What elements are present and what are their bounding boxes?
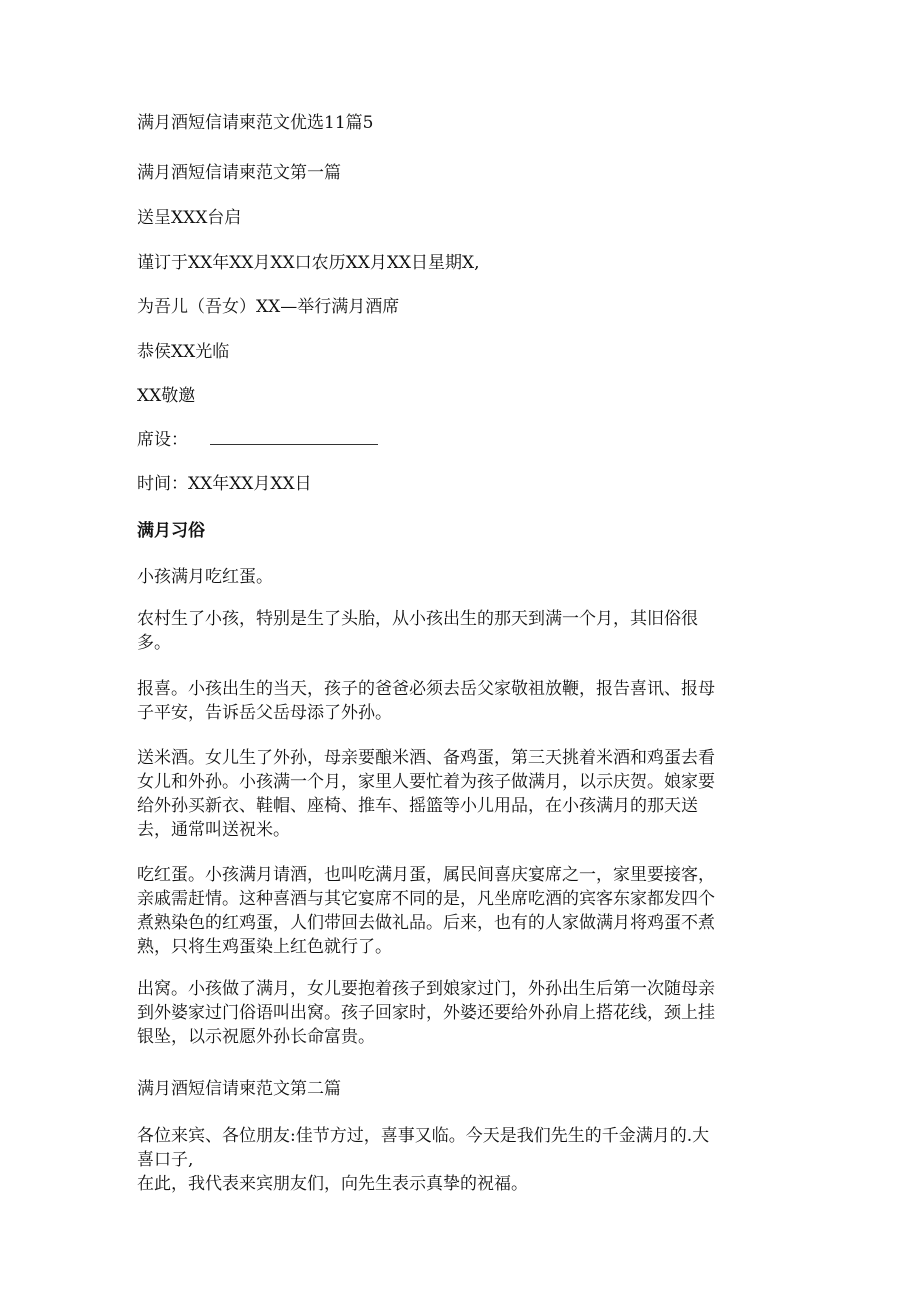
paragraph-5 <box>137 977 777 1049</box>
paragraph-line: 亲戚需赶情。这种喜酒与其它宴席不同的是，凡坐席吃酒的宾客东家都发四个 <box>137 889 715 909</box>
paragraph-line: 在此，我代表来宾朋友们，向先生表示真挚的祝福。 <box>137 1174 528 1194</box>
paragraph-line: 多。 <box>137 633 171 653</box>
customs-intro: 小孩满月吃红蛋。 <box>137 567 273 587</box>
paragraph-1 <box>137 607 777 655</box>
paragraph-line: 给外孙买新衣、鞋帽、座椅、推车、摇篮等小儿用品，在小孩满月的那天送 <box>137 796 698 816</box>
invite-date: 谨订于XX年XX月XX口农历XX月XX日星期X, <box>137 253 480 273</box>
paragraph-line: 女儿和外孙。小孩满一个月，家里人要忙着为孩子做满月，以示庆贺。娘家要 <box>137 772 715 792</box>
paragraph-line: 去，通常叫送祝米。 <box>137 820 290 840</box>
paragraph-3 <box>137 746 777 842</box>
paragraph-line: 报喜。小孩出生的当天，孩子的爸爸必须去岳父家敬祖放鞭，报告喜讯、报母 <box>137 679 715 699</box>
venue-label: 席设： <box>137 430 188 450</box>
paragraph-line: 吃红蛋。小孩满月请酒，也叫吃满月蛋，属民间喜庆宴席之一，家里要接客， <box>137 865 715 885</box>
paragraph-line: 出窝。小孩做了满月，女儿要抱着孩子到娘家过门，外孙出生后第一次随母亲 <box>137 979 715 999</box>
paragraph-line: 农村生了小孩，特别是生了头胎，从小孩出生的那天到满一个月，其旧俗很 <box>137 609 698 629</box>
invite-time: 时间：XX年XX月XX日 <box>137 474 312 494</box>
section-title-1: 满月酒短信请柬范文第一篇 <box>137 163 341 183</box>
paragraph-line: 各位来宾、各位朋友:佳节方过，喜事又临。今天是我们先生的千金满月的.大 <box>137 1126 710 1146</box>
paragraph-2 <box>137 677 777 725</box>
customs-heading: 满月习俗 <box>137 521 205 541</box>
paragraph-line: 煮熟染色的红鸡蛋，人们带回去做礼品。后来，也有的人家做满月将鸡蛋不煮 <box>137 913 715 933</box>
venue-blank-line <box>210 430 378 445</box>
section-title-2: 满月酒短信请柬范文第二篇 <box>137 1079 341 1099</box>
paragraph-line: 到外婆家过门俗语叫出窝。孩子回家时，外婆还要给外孙肩上搭花线，颈上挂 <box>137 1003 715 1023</box>
paragraph-line: 子平安，告诉岳父岳母添了外孙。 <box>137 703 392 723</box>
invite-await: 恭侯XX光临 <box>137 342 230 362</box>
paragraph-line: 银坠，以示祝愿外孙长命富贵。 <box>137 1027 375 1047</box>
paragraph-line: 喜口子, <box>137 1150 194 1170</box>
invite-recipient: 送呈XXX台启 <box>137 208 242 228</box>
paragraph-6 <box>137 1124 777 1196</box>
invite-signature: XX敬邀 <box>137 386 196 406</box>
paragraph-line: 熟，只将生鸡蛋染上红色就行了。 <box>137 937 392 957</box>
document-title: 满月酒短信请柬范文优选11篇5 <box>137 113 374 133</box>
invite-venue <box>137 429 378 451</box>
paragraph-line: 送米酒。女儿生了外孙，母亲要酿米酒、备鸡蛋，第三天挑着米酒和鸡蛋去看 <box>137 748 715 768</box>
paragraph-4 <box>137 863 777 959</box>
invite-purpose: 为吾儿（吾女）XX—举行满月酒席 <box>137 297 400 317</box>
